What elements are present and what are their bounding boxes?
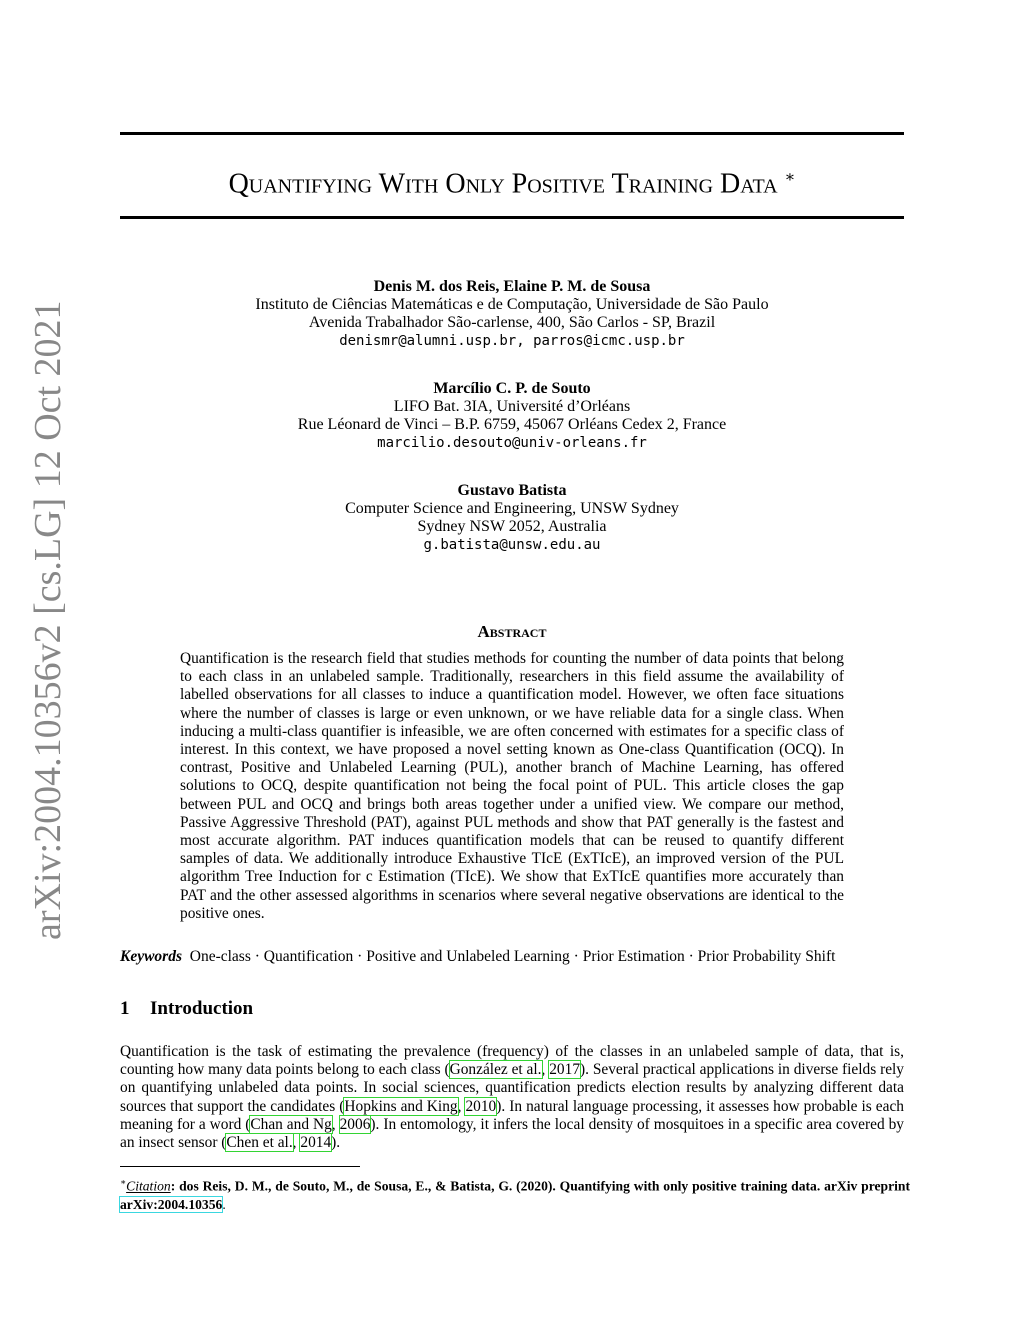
citation-link[interactable]: Chen et al.	[226, 1134, 293, 1152]
arxiv-link[interactable]: arXiv:2004.10356	[120, 1196, 223, 1212]
author-block-2	[120, 380, 904, 452]
intro-text: ). In natural language processing, it assesses how probable is each meaning for a word (	[120, 1097, 904, 1133]
keywords-line	[120, 948, 910, 966]
citation-year-link[interactable]: 2014	[300, 1134, 332, 1152]
author-affiliation: LIFO Bat. 3IA, Université d’Orléans	[393, 398, 631, 415]
author-address: Rue Léonard de Vinci – B.P. 6759, 45067 Orléans Cedex 2, France	[297, 416, 727, 433]
section-number: 1	[120, 998, 130, 1019]
author-block-1	[120, 278, 904, 350]
citation-link[interactable]: Hopkins and King	[344, 1097, 458, 1115]
footnote-text: : dos Reis, D. M., de Souto, M., de Sousa, E., & Batista, G. (2020). Quantifying with only positive training data. arXiv preprint	[170, 1178, 910, 1194]
author-address: Sydney NSW 2052, Australia	[417, 518, 607, 535]
author-names: Denis M. dos Reis, Elaine P. M. de Sousa	[373, 278, 651, 295]
citation-separator: ,	[541, 1061, 550, 1079]
title-footnote-mark: ∗	[784, 169, 796, 186]
footnote-mark: ∗	[120, 1177, 127, 1187]
intro-text: ). Several practical applications in diverse fields rely on quantifying unlabeled data points. In social sciences, quantification predicts election results by analyzing different data sources that support the candidates (	[120, 1061, 905, 1115]
citation-year-link[interactable]: 2017	[549, 1061, 581, 1079]
keywords-list: One-class · Quantification · Positive and Unlabeled Learning · Prior Estimation · Prior Probability Shift	[189, 948, 836, 965]
author-email[interactable]: denismr@alumni.usp.br, parros@icmc.usp.br	[339, 333, 685, 349]
author-email[interactable]: g.batista@unsw.edu.au	[423, 537, 601, 553]
paper-title-text: Quantifying With Only Positive Training Data	[228, 168, 778, 200]
author-names: Marcílio C. P. de Souto	[433, 380, 591, 397]
title-top-rule	[120, 132, 904, 135]
footnote	[120, 1173, 910, 1214]
citation-link[interactable]: Chan and Ng	[250, 1115, 332, 1133]
author-affiliation: Instituto de Ciências Matemáticas e de Computação, Universidade de São Paulo	[255, 296, 769, 313]
author-affiliation: Computer Science and Engineering, UNSW Sydney	[345, 500, 679, 517]
abstract-heading: Abstract	[477, 622, 547, 641]
arxiv-sidebar-stamp: arXiv:2004.10356v2 [cs.LG] 12 Oct 2021	[27, 300, 69, 940]
intro-text: ). In entomology, it infers the local density of mosquitoes in a specific area covered by an insect sensor (	[120, 1115, 904, 1152]
section-heading	[120, 998, 253, 1020]
abstract-body: Quantification is the research field that studies methods for counting the number of data points that belong to each class in an unlabeled sample. Traditionally, researchers in this field assume the availability of labelled observations for all classes to induce a quantification model. However, we often face situations where the number of classes is large or even unknown, or we have reliable data for a single class. When inducing a multi-class quantifier is infeasible, we are often concerned with estimates for a specific class of interest. In this context, we have proposed a novel setting known as One-class Quantification (OCQ). In contrast, Positive and Unlabeled Learning (PUL), another branch of Machine Learning, has offered solutions to OCQ, despite quantification not being the focal point of PUL. This article closes the gap between PUL and OCQ and brings both areas together under a unified view. We compare our method, Passive Aggressive Threshold (PAT), against PUL methods and show that PAT generally is the fastest and most accurate algorithm. PAT induces quantification models that can be reused to quantify different samples of data. We additionally introduce Exhaustive TIcE (ExTIcE), an improved version of the PUL algorithm Tree Induction for c Estimation (TIcE). We show that ExTIcE quantifies more accurately than PAT and the other assessed algorithms in scenarios where several negative observations are identical to the positive ones.	[180, 650, 844, 922]
footnote-end: .	[222, 1196, 226, 1212]
keywords-label: Keywords	[120, 948, 182, 965]
author-names: Gustavo Batista	[457, 482, 567, 499]
citation-year-link[interactable]: 2010	[465, 1097, 497, 1115]
intro-text: ).	[331, 1134, 341, 1152]
citation-year-link[interactable]: 2006	[339, 1115, 371, 1133]
citation-separator: ,	[292, 1134, 301, 1152]
citation-link[interactable]: González et al.	[449, 1061, 542, 1079]
citation-separator: ,	[331, 1115, 340, 1133]
intro-paragraph	[120, 1043, 904, 1152]
footnote-rule	[120, 1166, 360, 1167]
author-block-3	[120, 482, 904, 554]
author-address: Avenida Trabalhador São-carlense, 400, São Carlos - SP, Brazil	[308, 314, 716, 331]
citation-separator: ,	[457, 1097, 466, 1115]
author-email[interactable]: marcilio.desouto@univ-orleans.fr	[377, 435, 647, 451]
footnote-citation-label: Citation	[126, 1178, 171, 1194]
section-title: Introduction	[150, 998, 254, 1019]
title-bottom-rule	[120, 216, 904, 219]
paper-title	[120, 158, 904, 198]
intro-text: Quantification is the task of estimating the prevalence (frequency) of the classes in an unlabeled sample of data, that is, counting how many data points belong to each class (	[120, 1043, 904, 1079]
